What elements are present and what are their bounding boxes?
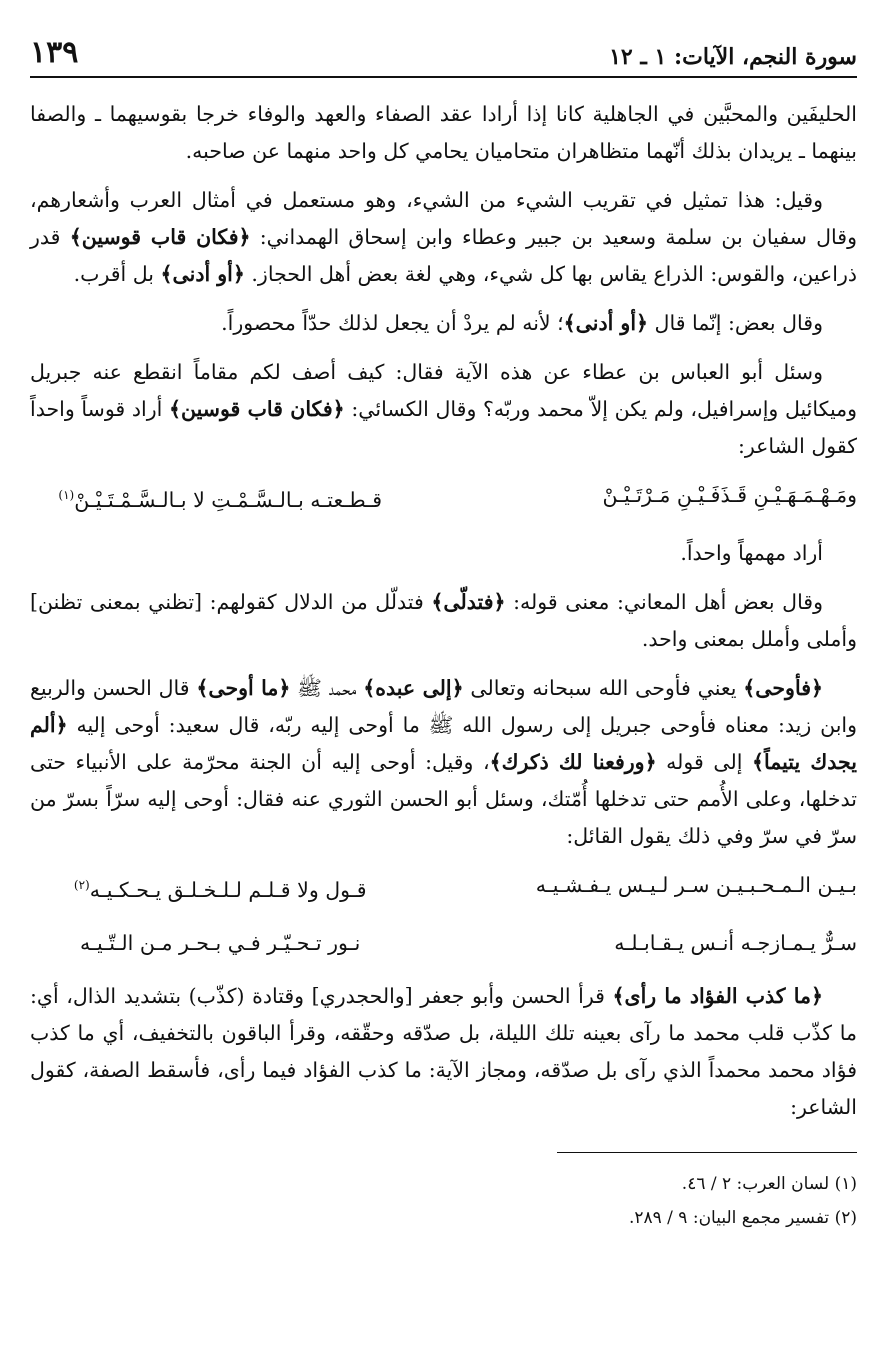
quran-quote: ﴿أو أدنى﴾: [160, 262, 245, 286]
quran-quote: ﴿فكان قاب قوسين﴾: [69, 225, 251, 249]
footnotes: [30, 1167, 857, 1235]
text-run: وسئل أبو العباس بن عطاء عن هذه الآية فقال: كيف أصف لكم مقاماً انقطع عنه جبريل وميكائيل وإسرافيل، ولم يكن إلاّ محمد وربّه؟ وقال الكسائي:: [30, 360, 858, 421]
text-run: الحليفَين والمحبَّين في الجاهلية كانا إذا أرادا عقد الصفاء والعهد والوفاء خرجا بقوسيهما ـ والصفا بينهما ـ يريدان بذلك أنّهما متظاهران متحاميان يحامي كل واحد منهما عن صاحبه.: [30, 102, 857, 163]
footnote-text: لسان العرب: ٢ / ٤٦.: [681, 1173, 835, 1194]
text-run: وقيل: هذا تمثيل في تقريب الشيء من الشيء، وهو مستعمل في أمثال العرب وأشعارهم، وقال سفيان بن سلمة وسعيد بن جبير وعطاء وابن إسحاق الهمداني:: [30, 188, 857, 249]
text-run: وقال بعض أهل المعاني: معنى قوله:: [505, 589, 824, 614]
text-run: أراد قوساً واحداً كقول الشاعر:: [30, 397, 857, 458]
running-title: سورة النجم، الآيات: ١ ـ ١٢: [609, 44, 857, 70]
quran-quote: ﴿فأوحى﴾: [743, 675, 824, 700]
text-run: ، وقيل: أوحى إليه أن الجنة محرّمة على الأنبياء حتى تدخلها، وعلى الأُمم حتى تدخلها أُمّتك، وسئل أبو الحسن الثوري عنه فقال: أوحى إليه سرّاً بسرّ من سرّ في سرّ وفي ذلك يقول القائل:: [30, 749, 857, 848]
quran-quote: ﴿ما كذب الفؤاد ما رأى﴾: [612, 983, 823, 1008]
verse-first-hemistich: ومَـهْـمَـهَـيْـنِ قَـذَفَـيْـنِ مَـرْتَـيْـنْ: [602, 483, 857, 507]
quran-quote: ﴿فكان قاب قوسين﴾: [168, 397, 345, 421]
hemistich-text: قـول ولا قـلـم لـلـخـلـق يـحـكـيـه: [89, 877, 367, 902]
paragraph: [30, 354, 857, 465]
body-text: [30, 96, 857, 1126]
poetry-verse: [30, 867, 857, 909]
text-run: قال الحسن والربيع وابن زيد: معناه فأوحى جبريل إلى رسول الله ﷺ ما أوحى إليه ربّه، قال سعيد: أوحى إليه: [30, 675, 857, 737]
text-run: وقال بعض: إنّما قال: [648, 311, 823, 335]
verse-second-hemistich: [30, 925, 410, 962]
hemistich-text: نـور تـحـيّـر فـي بـحـر مـن الـتّـيـه: [80, 930, 361, 955]
quran-quote: ﴿ورفعنا لك ذكرك﴾: [489, 749, 657, 774]
footnote-divider: [557, 1152, 857, 1153]
footnote-number: (١): [834, 1173, 857, 1194]
verse-second-hemistich: [30, 867, 410, 909]
quran-quote: ﴿ألم يجدك يتيماً﴾: [30, 712, 857, 774]
text-run: أراد مهمهاً واحداً.: [680, 540, 823, 565]
page-header: [30, 30, 857, 70]
poetry-verse: [30, 477, 857, 519]
text-run: محمد ﷺ: [290, 675, 364, 700]
quran-quote: ﴿ما أوحى﴾: [196, 675, 291, 700]
paragraph: [30, 584, 857, 658]
header-divider: [30, 76, 857, 78]
footnote-number: (٢): [834, 1207, 857, 1228]
paragraph: [30, 978, 857, 1126]
page-number: ١٣٩: [30, 35, 79, 70]
footnote-marker[interactable]: (١): [58, 488, 75, 502]
paragraph: [30, 182, 857, 293]
verse-second-hemistich: [30, 477, 410, 519]
poetry-verse: [30, 925, 857, 962]
footnote-marker[interactable]: (٢): [73, 877, 90, 892]
paragraph: [30, 535, 857, 572]
quran-quote: ﴿إلى عبده﴾: [363, 675, 464, 700]
verse-first-hemistich: سـرٌّ يـمـازجـه أنـس يـقـابـلـه: [614, 930, 857, 955]
quran-quote: ﴿أو أدنى﴾: [563, 311, 649, 335]
verse-first-hemistich: بـيـن الـمـحـبـيـن سـر لـيـس يـفـشـيـه: [535, 872, 857, 897]
paragraph: [30, 670, 857, 855]
text-run: ؛ لأنه لم يردْ أن يجعل لذلك حدّاً محصوراً.: [221, 311, 564, 335]
text-run: يعني فأوحى الله سبحانه وتعالى: [463, 675, 744, 700]
footnote-text: تفسير مجمع البيان: ٩ / ٢٨٩.: [628, 1207, 835, 1228]
hemistich-text: قـطـعتـه بـالـسَّـمْـتِ لا بـالـسَّـمْـتَـيْـنْ: [74, 487, 382, 512]
text-run: بل أقرب.: [73, 262, 161, 286]
quran-quote: ﴿فتدلّى﴾: [431, 589, 506, 614]
text-run: إلى قوله: [656, 749, 752, 774]
paragraph: [30, 96, 857, 170]
text-run: قرأ الحسن وأبو جعفر [والحجدري] وقتادة (كذّب) بتشديد الذال، أي: ما كذّب قلب محمد ما رآى بعينه تلك الليلة، بل صدّقه وحقّقه، وقرأ الباقون بالتخفيف، أي ما كذب فؤاد محمد محمداً الذي رآى بل صدّقه، ومجاز الآية: ما كذب الفؤاد فيما رأى، فأسقط الصفة، كقول الشاعر:: [30, 983, 857, 1119]
paragraph: [30, 305, 857, 342]
text-run: فتدلّل من الدلال كقولهم: [تظني بمعنى تظنن] وأملى وأملل بمعنى واحد.: [30, 589, 857, 651]
footnote: [30, 1201, 857, 1235]
text-run: قدر ذراعين، والقوس: الذراع يقاس بها كل شيء، وهي لغة بعض أهل الحجاز.: [30, 225, 857, 286]
footnote: [30, 1167, 857, 1201]
